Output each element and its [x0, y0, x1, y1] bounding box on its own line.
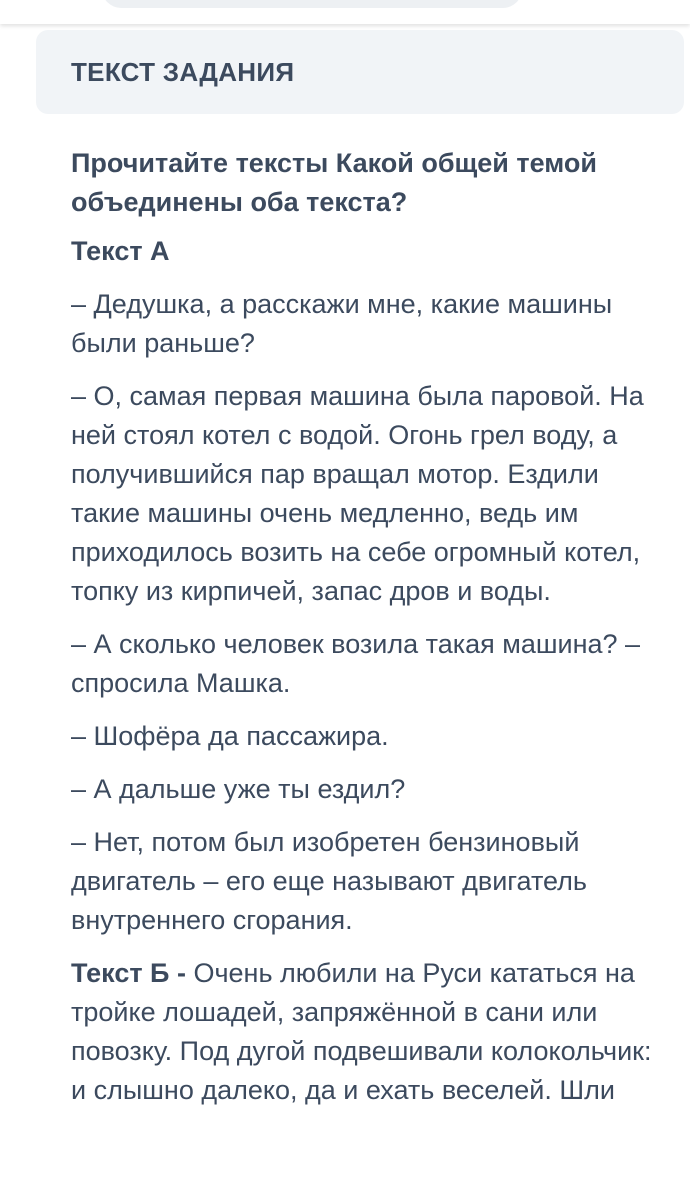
search-bar[interactable] [102, 0, 522, 8]
text-a-paragraph: – Нет, потом был изобретен бензиновый двигатель – его еще называют двигатель внутреннего сгорания. [71, 827, 587, 935]
text-a-paragraph: – А сколько человек возила такая машина? – спросила Машка. [71, 629, 641, 698]
text-a-paragraph: – А дальше уже ты ездил? [71, 774, 406, 804]
text-b-paragraph [71, 954, 671, 1110]
task-content [71, 144, 671, 1124]
text-b-label: Текст Б - [71, 958, 194, 988]
section-header [36, 30, 684, 114]
top-bar [0, 0, 690, 24]
task-question: Прочитайте тексты Какой общей темой объединены оба текста? [71, 148, 597, 217]
text-a-paragraph: – Шофёра да пассажира. [71, 721, 389, 751]
text-a-title: Текст А [71, 236, 170, 266]
text-b-body: Очень любили на Руси кататься на тройке лошадей, запряжённой в сани или повозку. Под дугой подвешивали колокольчик: и слышно далеко, да и ехать веселей. Шли [71, 958, 652, 1105]
section-title: ТЕКСТ ЗАДАНИЯ [71, 56, 295, 87]
text-a-paragraph: – Дедушка, а расскажи мне, какие машины были раньше? [71, 289, 613, 358]
text-a-paragraph: – О, самая первая машина была паровой. На ней стоял котел с водой. Огонь грел воду, а получившийся пар вращал мотор. Ездили такие машины очень медленно, ведь им приходилось возить на себе огромный котел, топку из кирпичей, запас дров и воды. [71, 381, 644, 606]
